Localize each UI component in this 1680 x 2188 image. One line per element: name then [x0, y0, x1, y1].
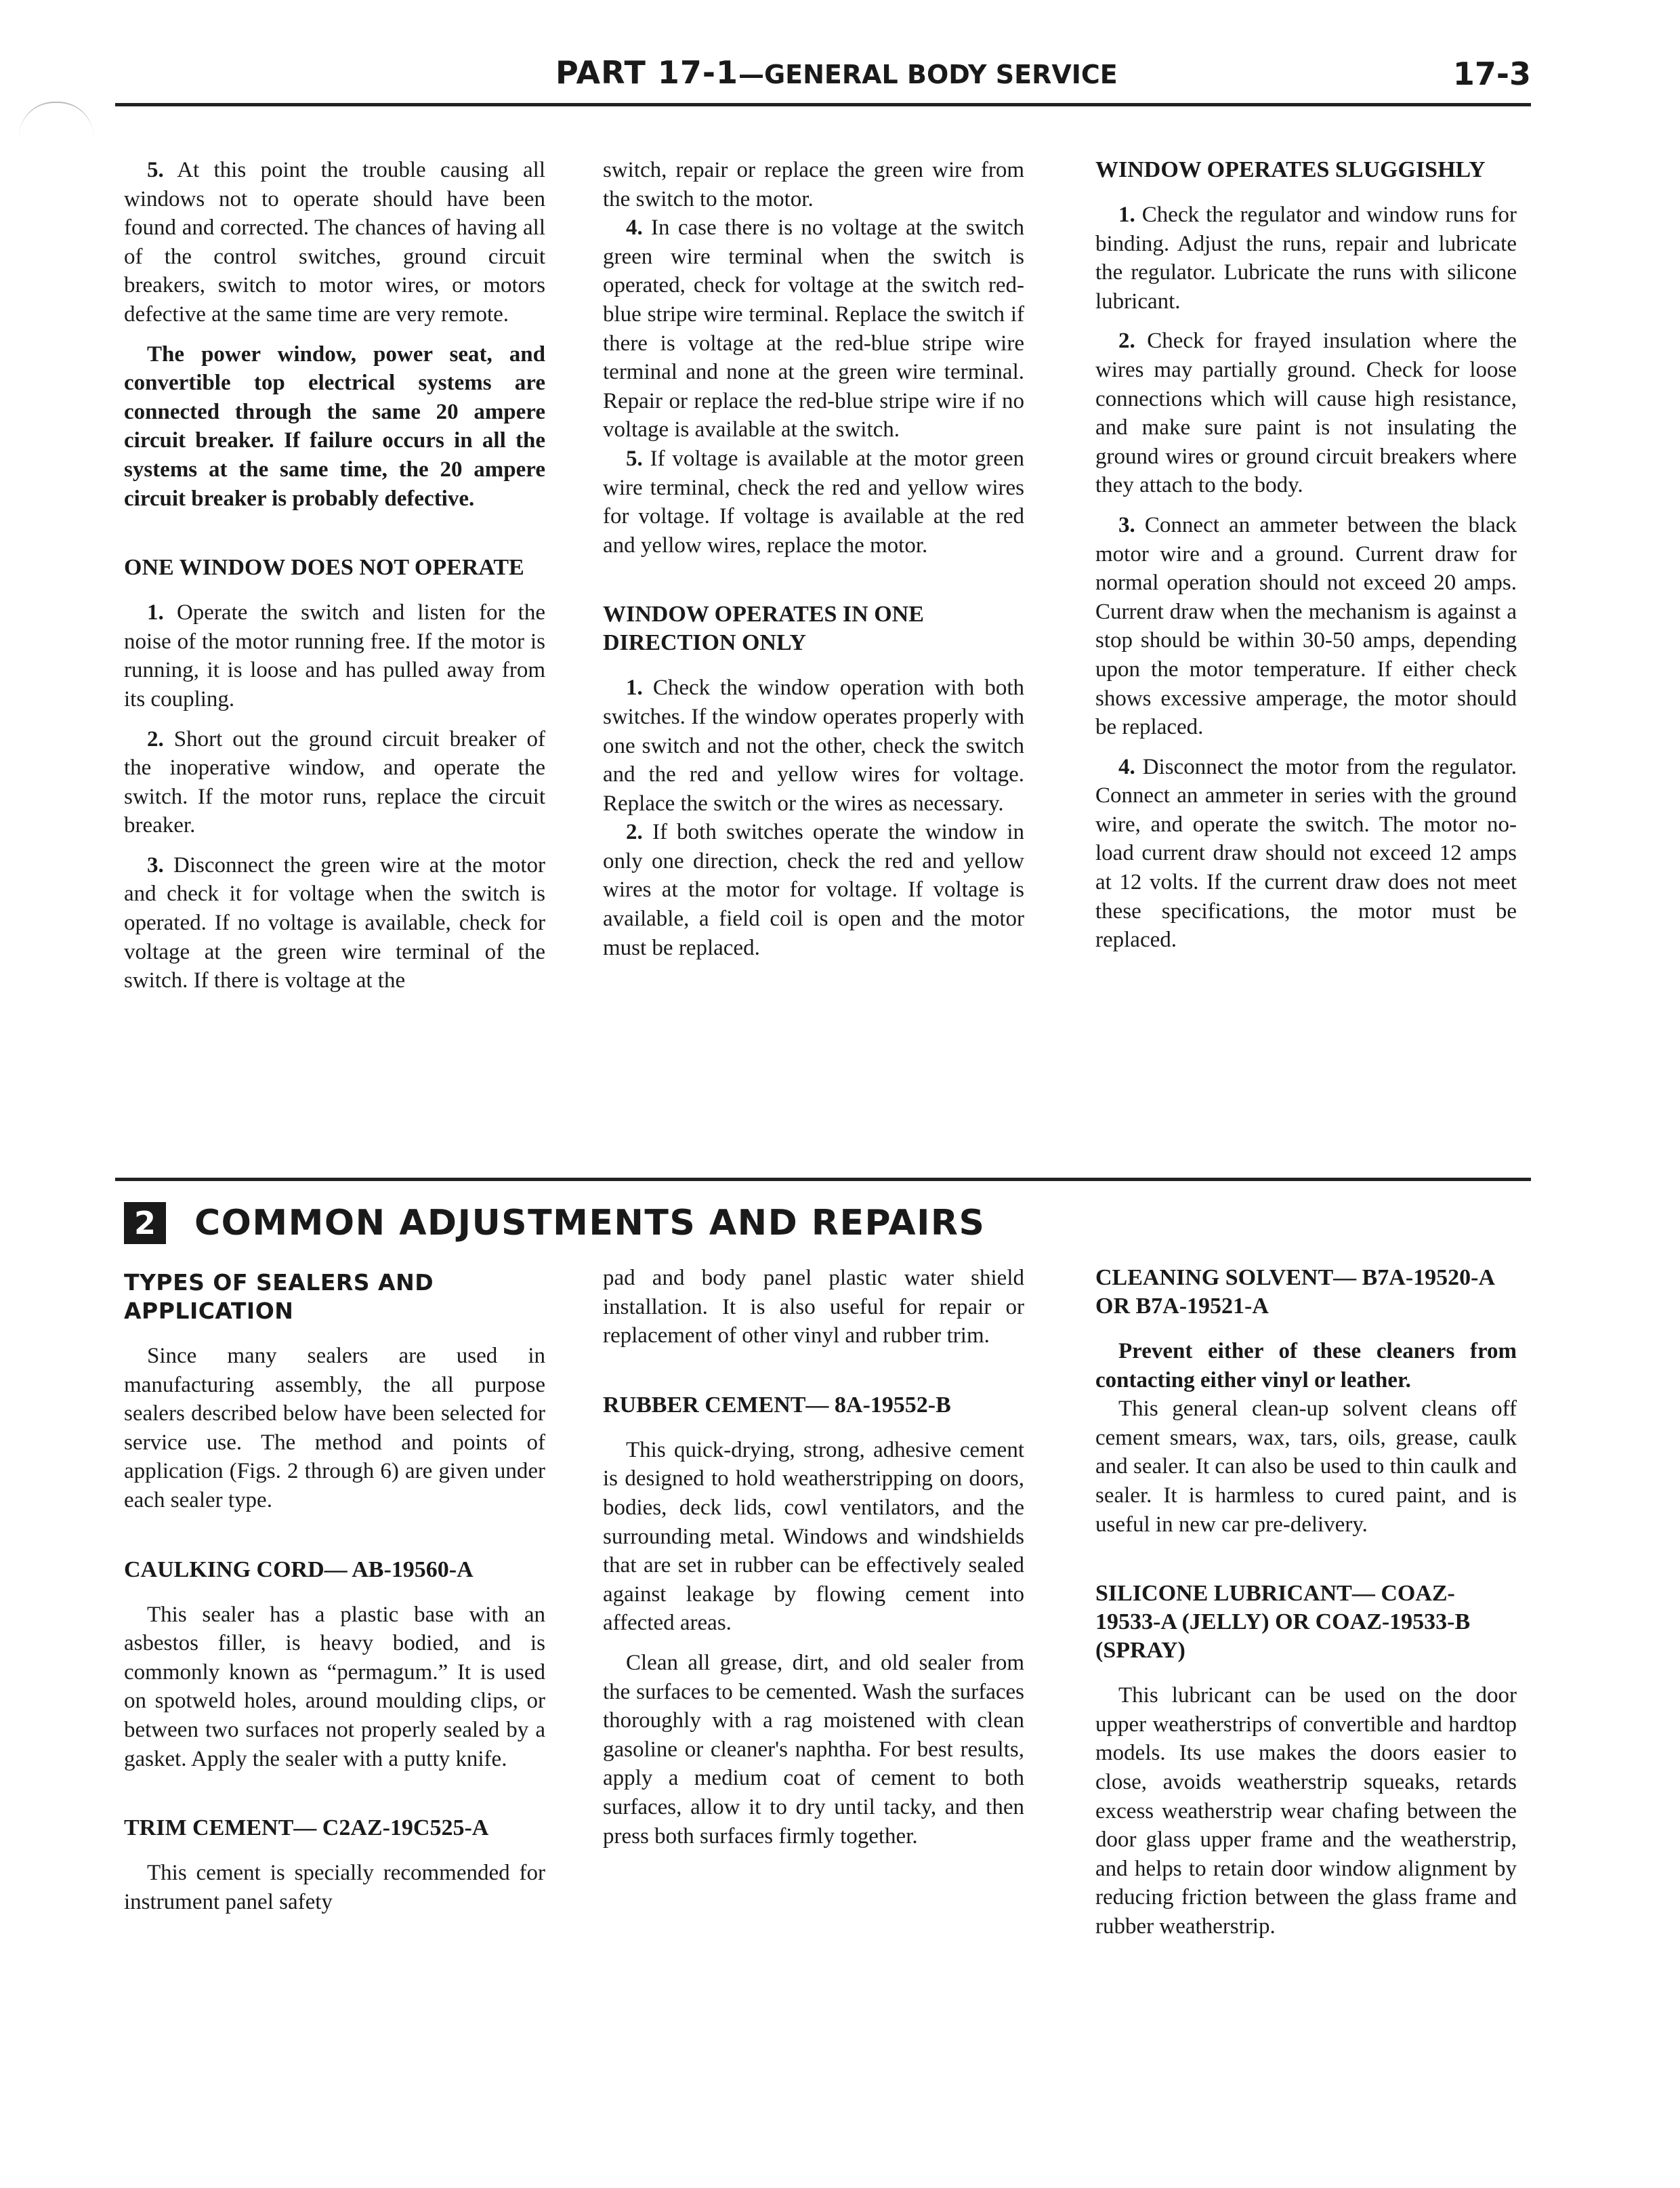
- running-head: [115, 54, 1531, 102]
- header-rule: [115, 103, 1531, 106]
- paragraph: This general clean-up solvent cleans off cement smears, wax, tars, oils, grease, caulk and sealer. It can also be used to thin caulk and sealer. It is harmless to cured paint, and is useful in new car pre-delivery.: [1095, 1397, 1517, 1537]
- top-column-3: [1095, 156, 1517, 955]
- step: [603, 445, 1024, 560]
- step-number: 3.: [147, 852, 164, 878]
- page-corner-mark: [19, 102, 93, 137]
- step-number: 2.: [147, 726, 164, 751]
- step-text: Check the window operation with both switches. If the window operates properly with one switch and not the other, check the switch and the red and yellow wires for voltage. Replace the switch or the wires as necessary.: [603, 676, 1024, 816]
- step-text: Disconnect the motor from the regulator. Connect an ammeter in series with the ground wire, and operate the switch. The motor no-load current draw should not exceed 12 amps at 12 volts. If the current draw does not meet these specifications, the motor must be replaced.: [1095, 754, 1517, 953]
- part-label: PART 17-1: [555, 54, 738, 91]
- step: [1095, 511, 1517, 742]
- step-number: 2.: [626, 820, 643, 845]
- caution-note: Prevent either of these cleaners from contacting either vinyl or leather.: [1095, 1339, 1517, 1392]
- section-rule: [115, 1178, 1531, 1181]
- step: [1095, 753, 1517, 955]
- subsection-heading: TYPES OF SEALERS AND APPLICATION: [124, 1269, 434, 1324]
- step: [124, 851, 545, 995]
- step-text: Short out the ground circuit breaker of the inoperative window, and operate the switch. If the motor runs, replace the circuit breaker.: [124, 726, 546, 838]
- step-text: Operate the switch and listen for the noise of the motor running free. If the motor is running, it is loose and has pulled away from its coupling.: [124, 600, 545, 711]
- step: [1095, 201, 1517, 316]
- paragraph: Since many sealers are used in manufacturing assembly, the all purpose sealers described below have been selected for service use. The method and points of application (Figs. 2 through 6) are given under each sealer type.: [124, 1344, 545, 1512]
- step-text: Check the regulator and window runs for binding. Adjust the runs, repair and lubricate the regulator. Lubricate the runs with silicone lubricant.: [1095, 203, 1517, 314]
- product-heading: CAULKING CORD— AB-19560-A: [124, 1556, 474, 1582]
- paragraph: This cement is specially recommended for instrument panel safety: [124, 1861, 545, 1914]
- paragraph: pad and body panel plastic water shield installation. It is also useful for repair or replacement of other vinyl and rubber trim.: [603, 1266, 1024, 1348]
- step-text: If both switches operate the window in only one direction, check the red and yellow wires at the motor for voltage. If voltage is available, a field coil is open and the motor must be replaced.: [603, 820, 1024, 960]
- product-heading: RUBBER CEMENT— 8A-19552-B: [603, 1392, 951, 1418]
- step-text: If voltage is available at the motor green wire terminal, check the red and yellow wires for voltage. If voltage is available at the red and yellow wires, replace the motor.: [603, 446, 1024, 558]
- product-heading: TRIM CEMENT— C2AZ-19C525-A: [124, 1815, 489, 1841]
- step-number: 1.: [147, 600, 164, 625]
- step-number: 4.: [626, 215, 643, 241]
- step: [124, 598, 545, 714]
- part-subtitle: —GENERAL BODY SERVICE: [738, 60, 1118, 89]
- step: [603, 213, 1024, 445]
- step-text: In case there is no voltage at the switch green wire terminal when the switch is operated, check for voltage at the switch red-blue stripe wire terminal. Replace the switch if there is voltage at the red-blue stripe wire terminal and none at the green wire terminal. Repair or replace the red-blue stripe wire if no voltage is available at the switch.: [603, 215, 1025, 442]
- bottom-column-2: [603, 1264, 1024, 1851]
- caution-note: The power window, power seat, and convertible top electrical systems are connected through the same 20 ampere circuit breaker. If failure occurs in all the systems at the same time, the 20 ampere circuit breaker is probably defective.: [124, 342, 545, 511]
- subsection-heading: WINDOW OPERATES IN ONE DIRECTION ONLY: [603, 602, 924, 656]
- page-number: 17-3: [1452, 56, 1531, 92]
- paragraph: [124, 156, 545, 329]
- running-head-title: [555, 54, 1118, 91]
- step-text: Check for frayed insulation where the wires may partially ground. Check for loose connections which will cause high resistance, and make sure paint is not insulating the ground wires or ground circuit breakers where they attach to the body.: [1095, 329, 1517, 498]
- step-number: 1.: [1118, 203, 1135, 227]
- step-number: 1.: [626, 676, 643, 701]
- paragraph: This lubricant can be used on the door upper weatherstrips of convertible and hardtop models. Its use makes the doors easier to close, avoids weatherstrip squeaks, retards excess weatherstrip wear chafing between the door glass upper frame and the weatherstrip, and helps to retain door window alignment by reducing friction between the glass frame and rubber weatherstrip.: [1095, 1683, 1517, 1939]
- step: [603, 674, 1024, 818]
- subsection-heading: WINDOW OPERATES SLUGGISHLY: [1095, 157, 1486, 182]
- top-column-1: [124, 156, 545, 995]
- step: [603, 818, 1024, 962]
- bottom-column-1: [124, 1268, 545, 1916]
- step-number: 5.: [147, 158, 164, 182]
- step-number: 2.: [1118, 329, 1135, 354]
- section-heading: [124, 1199, 985, 1247]
- step-text: Connect an ammeter between the black motor wire and a ground. Current draw for normal operation should not exceed 20 amps. Current draw when the mechanism is against a stop should be within 30-50 amps, depending upon the motor temperature. If either check shows excessive amperage, the motor should be replaced.: [1095, 512, 1517, 740]
- paragraph: This quick-drying, strong, adhesive cement is designed to hold weatherstripping on doors, bodies, deck lids, cowl ventilators, and the surrounding metal. Windows and windshields that are set in rubber can be effectively sealed against leakage by flowing cement into affected areas.: [603, 1437, 1024, 1636]
- step: [1095, 327, 1517, 500]
- top-column-2: [603, 156, 1024, 962]
- step-number: 5.: [626, 446, 643, 471]
- step-text: Disconnect the green wire at the motor and check it for voltage when the switch is operated. If no voltage is available, check for voltage at the green wire terminal of the switch. If there is voltage at the: [124, 852, 545, 993]
- paragraph: switch, repair or replace the green wire from the switch to the motor.: [603, 158, 1024, 211]
- product-heading: SILICONE LUBRICANT— COAZ-19533-A (JELLY) OR COAZ-19533-B (SPRAY): [1095, 1581, 1471, 1664]
- paragraph-text: At this point the trouble causing all windows not to operate should have been found and corrected. The chances of having all of the control switches, ground circuit breakers, switch to motor wires, or motors defective at the same time are very remote.: [124, 158, 545, 327]
- section-title: COMMON ADJUSTMENTS AND REPAIRS: [194, 1203, 986, 1243]
- step-number: 3.: [1118, 512, 1135, 537]
- paragraph: Clean all grease, dirt, and old sealer from the surfaces to be cemented. Wash the surfaces thoroughly with a rag moistened with clean gasoline or cleaner's naphtha. For best results, apply a medium coat of cement to both surfaces, allow it to dry until tacky, and then press both surfaces firmly together.: [603, 1650, 1024, 1849]
- step: [124, 725, 545, 840]
- subsection-heading: ONE WINDOW DOES NOT OPERATE: [124, 555, 524, 581]
- bottom-column-3: [1095, 1264, 1517, 1941]
- product-heading: CLEANING SOLVENT— B7A-19520-A OR B7A-19521-A: [1095, 1265, 1494, 1319]
- paragraph: This sealer has a plastic base with an asbestos filler, is heavy bodied, and is commonly known as “permagum.” It is used on spotweld holes, around moulding clips, or between two surfaces not properly sealed by a gasket. Apply the sealer with a putty knife.: [124, 1602, 545, 1771]
- section-number-badge: 2: [124, 1202, 166, 1244]
- step-number: 4.: [1118, 754, 1135, 779]
